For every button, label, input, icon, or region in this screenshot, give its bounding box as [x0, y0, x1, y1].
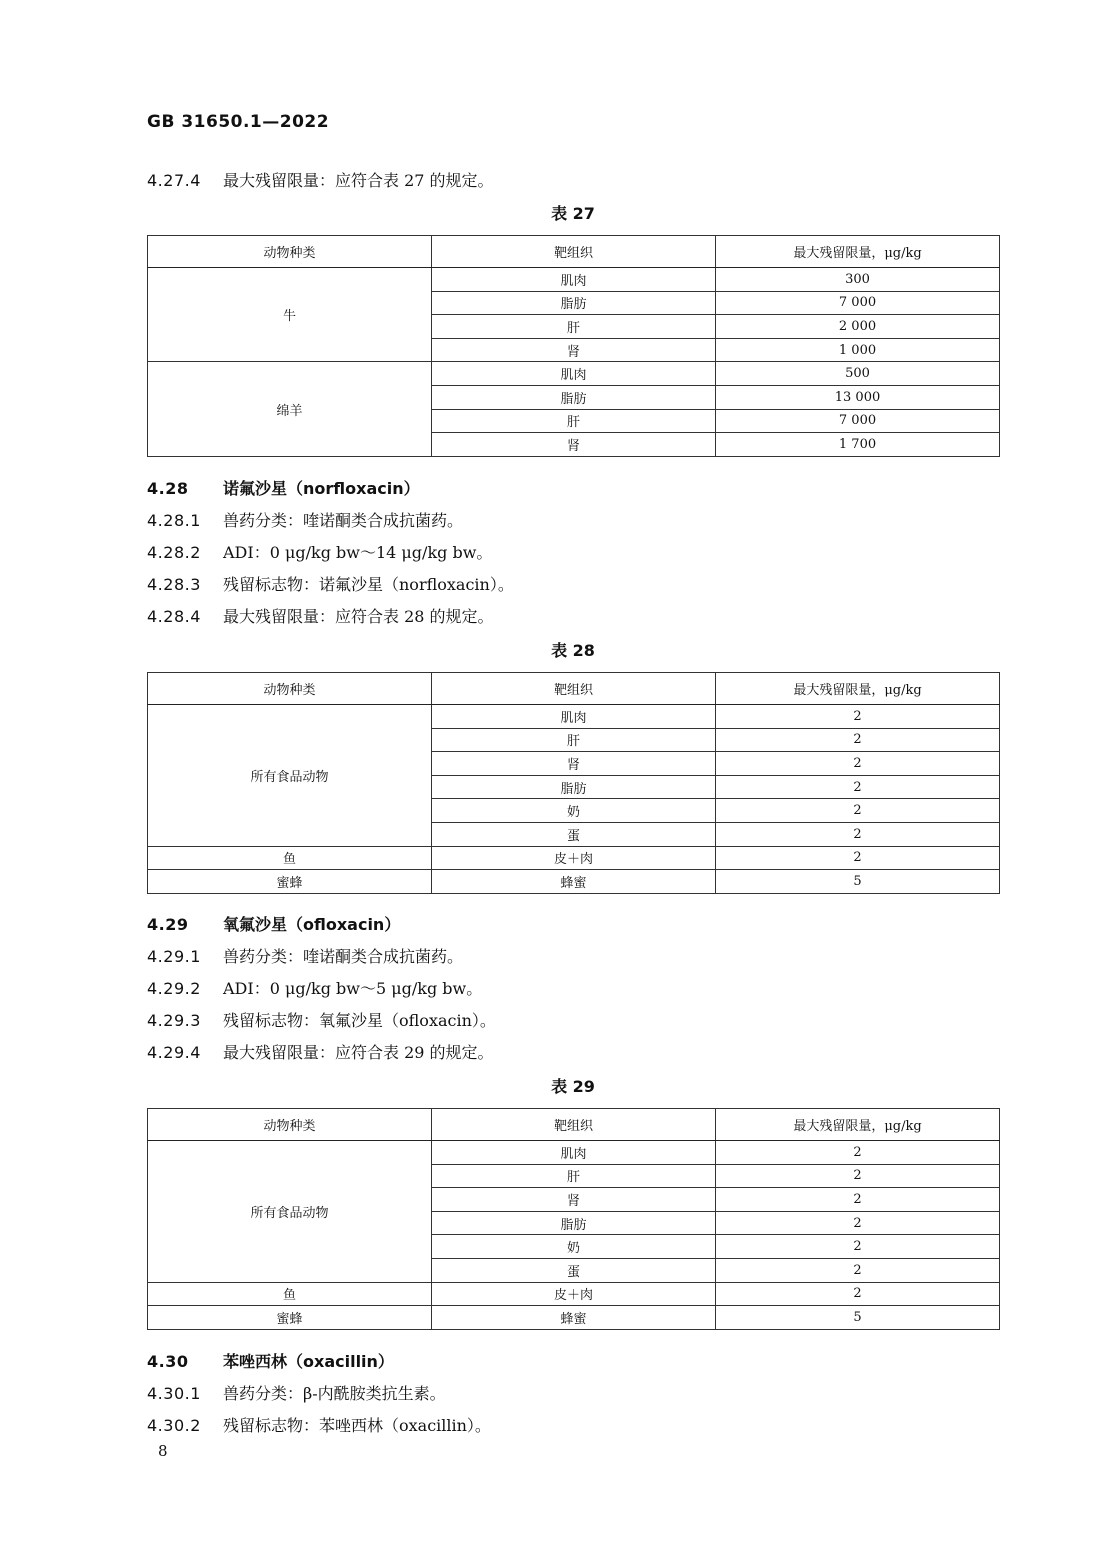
table-row [148, 870, 1000, 894]
clause-text: 兽药分类：喹诺酮类合成抗菌药。 [223, 511, 464, 530]
table-row [148, 1306, 1000, 1330]
section-4-28-heading [147, 476, 420, 499]
animal-species-cell: 所有食品动物 [148, 705, 432, 847]
mrl-value-cell: 2 [716, 1211, 1000, 1235]
column-header: 最大残留限量，μg/kg [716, 1109, 1000, 1141]
clause-number: 4.29.2 [147, 979, 201, 998]
mrl-value-cell: 2 [716, 728, 1000, 752]
mrl-value-cell: 1 000 [716, 338, 1000, 362]
mrl-value-cell: 2 [716, 1164, 1000, 1188]
column-header: 动物种类 [148, 1109, 432, 1141]
column-header: 动物种类 [148, 673, 432, 705]
animal-species-cell: 鱼 [148, 1282, 432, 1306]
animal-species-cell: 蜜蜂 [148, 1306, 432, 1330]
clause-4-29-3 [147, 1008, 496, 1031]
mrl-value-cell: 2 [716, 1141, 1000, 1165]
clause-text: 最大残留限量：应符合表 28 的规定。 [223, 607, 494, 626]
clause-4-30-1 [147, 1381, 446, 1404]
mrl-value-cell: 2 [716, 752, 1000, 776]
mrl-value-cell: 7 000 [716, 409, 1000, 433]
column-header: 靶组织 [432, 236, 716, 268]
table-row [148, 1282, 1000, 1306]
clause-text: 残留标志物：氧氟沙星（ofloxacin）。 [223, 1011, 496, 1030]
mrl-value-cell: 2 000 [716, 315, 1000, 339]
clause-4-28-3 [147, 572, 514, 595]
target-tissue-cell: 奶 [432, 799, 716, 823]
column-header: 最大残留限量，μg/kg [716, 673, 1000, 705]
target-tissue-cell: 肝 [432, 315, 716, 339]
table-29 [147, 1108, 1000, 1330]
mrl-value-cell: 2 [716, 1235, 1000, 1259]
mrl-value-cell: 2 [716, 1188, 1000, 1212]
target-tissue-cell: 蛋 [432, 1258, 716, 1282]
section-title: 氧氟沙星（ofloxacin） [223, 915, 401, 934]
clause-text: 残留标志物：诺氟沙星（norfloxacin）。 [223, 575, 514, 594]
mrl-value-cell: 2 [716, 1282, 1000, 1306]
mrl-value-cell: 2 [716, 822, 1000, 846]
table-row [148, 362, 1000, 386]
table-row [148, 705, 1000, 729]
target-tissue-cell: 奶 [432, 1235, 716, 1259]
animal-species-cell: 牛 [148, 268, 432, 362]
clause-4-28-1 [147, 508, 463, 531]
clause-number: 4.28.4 [147, 607, 201, 626]
table-row [148, 268, 1000, 292]
mrl-value-cell: 2 [716, 846, 1000, 870]
section-number: 4.29 [147, 915, 189, 934]
table-29-caption: 表 29 [551, 1077, 595, 1096]
clause-text: 兽药分类：β-内酰胺类抗生素。 [223, 1384, 446, 1403]
clause-number: 4.30.1 [147, 1384, 201, 1403]
animal-species-cell: 绵羊 [148, 362, 432, 456]
mrl-value-cell: 2 [716, 799, 1000, 823]
mrl-value-cell: 2 [716, 705, 1000, 729]
clause-text: ADI：0 μg/kg bw～5 μg/kg bw。 [223, 979, 483, 998]
clause-number: 4.28.3 [147, 575, 201, 594]
mrl-value-cell: 13 000 [716, 385, 1000, 409]
clause-number: 4.28.2 [147, 543, 201, 562]
clause-4-29-4 [147, 1040, 494, 1063]
table-28 [147, 672, 1000, 894]
clause-4-27-4 [147, 168, 494, 191]
section-4-30-heading [147, 1349, 394, 1372]
animal-species-cell: 所有食品动物 [148, 1141, 432, 1283]
target-tissue-cell: 脂肪 [432, 385, 716, 409]
mrl-value-cell: 1 700 [716, 433, 1000, 457]
table-header-row [148, 236, 1000, 268]
table-27 [147, 235, 1000, 457]
table-28-caption: 表 28 [551, 641, 595, 660]
clause-4-28-2 [147, 540, 492, 563]
section-number: 4.28 [147, 479, 189, 498]
mrl-value-cell: 300 [716, 268, 1000, 292]
target-tissue-cell: 皮＋肉 [432, 846, 716, 870]
target-tissue-cell: 脂肪 [432, 291, 716, 315]
table-27-caption: 表 27 [551, 204, 595, 223]
target-tissue-cell: 肌肉 [432, 705, 716, 729]
page-number: 8 [158, 1442, 168, 1460]
clause-number: 4.29.4 [147, 1043, 201, 1062]
animal-species-cell: 鱼 [148, 846, 432, 870]
clause-number: 4.29.3 [147, 1011, 201, 1030]
target-tissue-cell: 蜂蜜 [432, 1306, 716, 1330]
target-tissue-cell: 肝 [432, 409, 716, 433]
mrl-value-cell: 5 [716, 1306, 1000, 1330]
clause-number: 4.29.1 [147, 947, 201, 966]
section-number: 4.30 [147, 1352, 189, 1371]
table-header-row [148, 1109, 1000, 1141]
table-row [148, 846, 1000, 870]
table-header-row [148, 673, 1000, 705]
target-tissue-cell: 脂肪 [432, 1211, 716, 1235]
column-header: 靶组织 [432, 1109, 716, 1141]
section-4-29-heading [147, 912, 400, 935]
clause-text: 残留标志物：苯唑西林（oxacillin）。 [223, 1416, 491, 1435]
target-tissue-cell: 肾 [432, 338, 716, 362]
clause-text: 最大残留限量：应符合表 27 的规定。 [223, 171, 494, 190]
clause-4-29-1 [147, 944, 463, 967]
clause-4-29-2 [147, 976, 482, 999]
document-code: GB 31650.1—2022 [147, 112, 330, 132]
target-tissue-cell: 肌肉 [432, 362, 716, 386]
mrl-value-cell: 2 [716, 1258, 1000, 1282]
target-tissue-cell: 肾 [432, 433, 716, 457]
target-tissue-cell: 蛋 [432, 822, 716, 846]
clause-text: ADI：0 μg/kg bw～14 μg/kg bw。 [223, 543, 493, 562]
target-tissue-cell: 肌肉 [432, 268, 716, 292]
mrl-value-cell: 7 000 [716, 291, 1000, 315]
mrl-value-cell: 2 [716, 775, 1000, 799]
mrl-value-cell: 500 [716, 362, 1000, 386]
clause-text: 最大残留限量：应符合表 29 的规定。 [223, 1043, 494, 1062]
clause-4-30-2 [147, 1413, 491, 1436]
clause-number: 4.28.1 [147, 511, 201, 530]
section-title: 诺氟沙星（norfloxacin） [223, 479, 420, 498]
target-tissue-cell: 肝 [432, 728, 716, 752]
target-tissue-cell: 蜂蜜 [432, 870, 716, 894]
animal-species-cell: 蜜蜂 [148, 870, 432, 894]
clause-text: 兽药分类：喹诺酮类合成抗菌药。 [223, 947, 464, 966]
target-tissue-cell: 肾 [432, 752, 716, 776]
column-header: 靶组织 [432, 673, 716, 705]
clause-4-28-4 [147, 604, 494, 627]
section-title: 苯唑西林（oxacillin） [223, 1352, 394, 1371]
target-tissue-cell: 脂肪 [432, 775, 716, 799]
clause-number: 4.27.4 [147, 171, 201, 190]
column-header: 最大残留限量，μg/kg [716, 236, 1000, 268]
clause-number: 4.30.2 [147, 1416, 201, 1435]
target-tissue-cell: 肝 [432, 1164, 716, 1188]
mrl-value-cell: 5 [716, 870, 1000, 894]
target-tissue-cell: 肾 [432, 1188, 716, 1212]
table-row [148, 1141, 1000, 1165]
target-tissue-cell: 肌肉 [432, 1141, 716, 1165]
target-tissue-cell: 皮＋肉 [432, 1282, 716, 1306]
column-header: 动物种类 [148, 236, 432, 268]
